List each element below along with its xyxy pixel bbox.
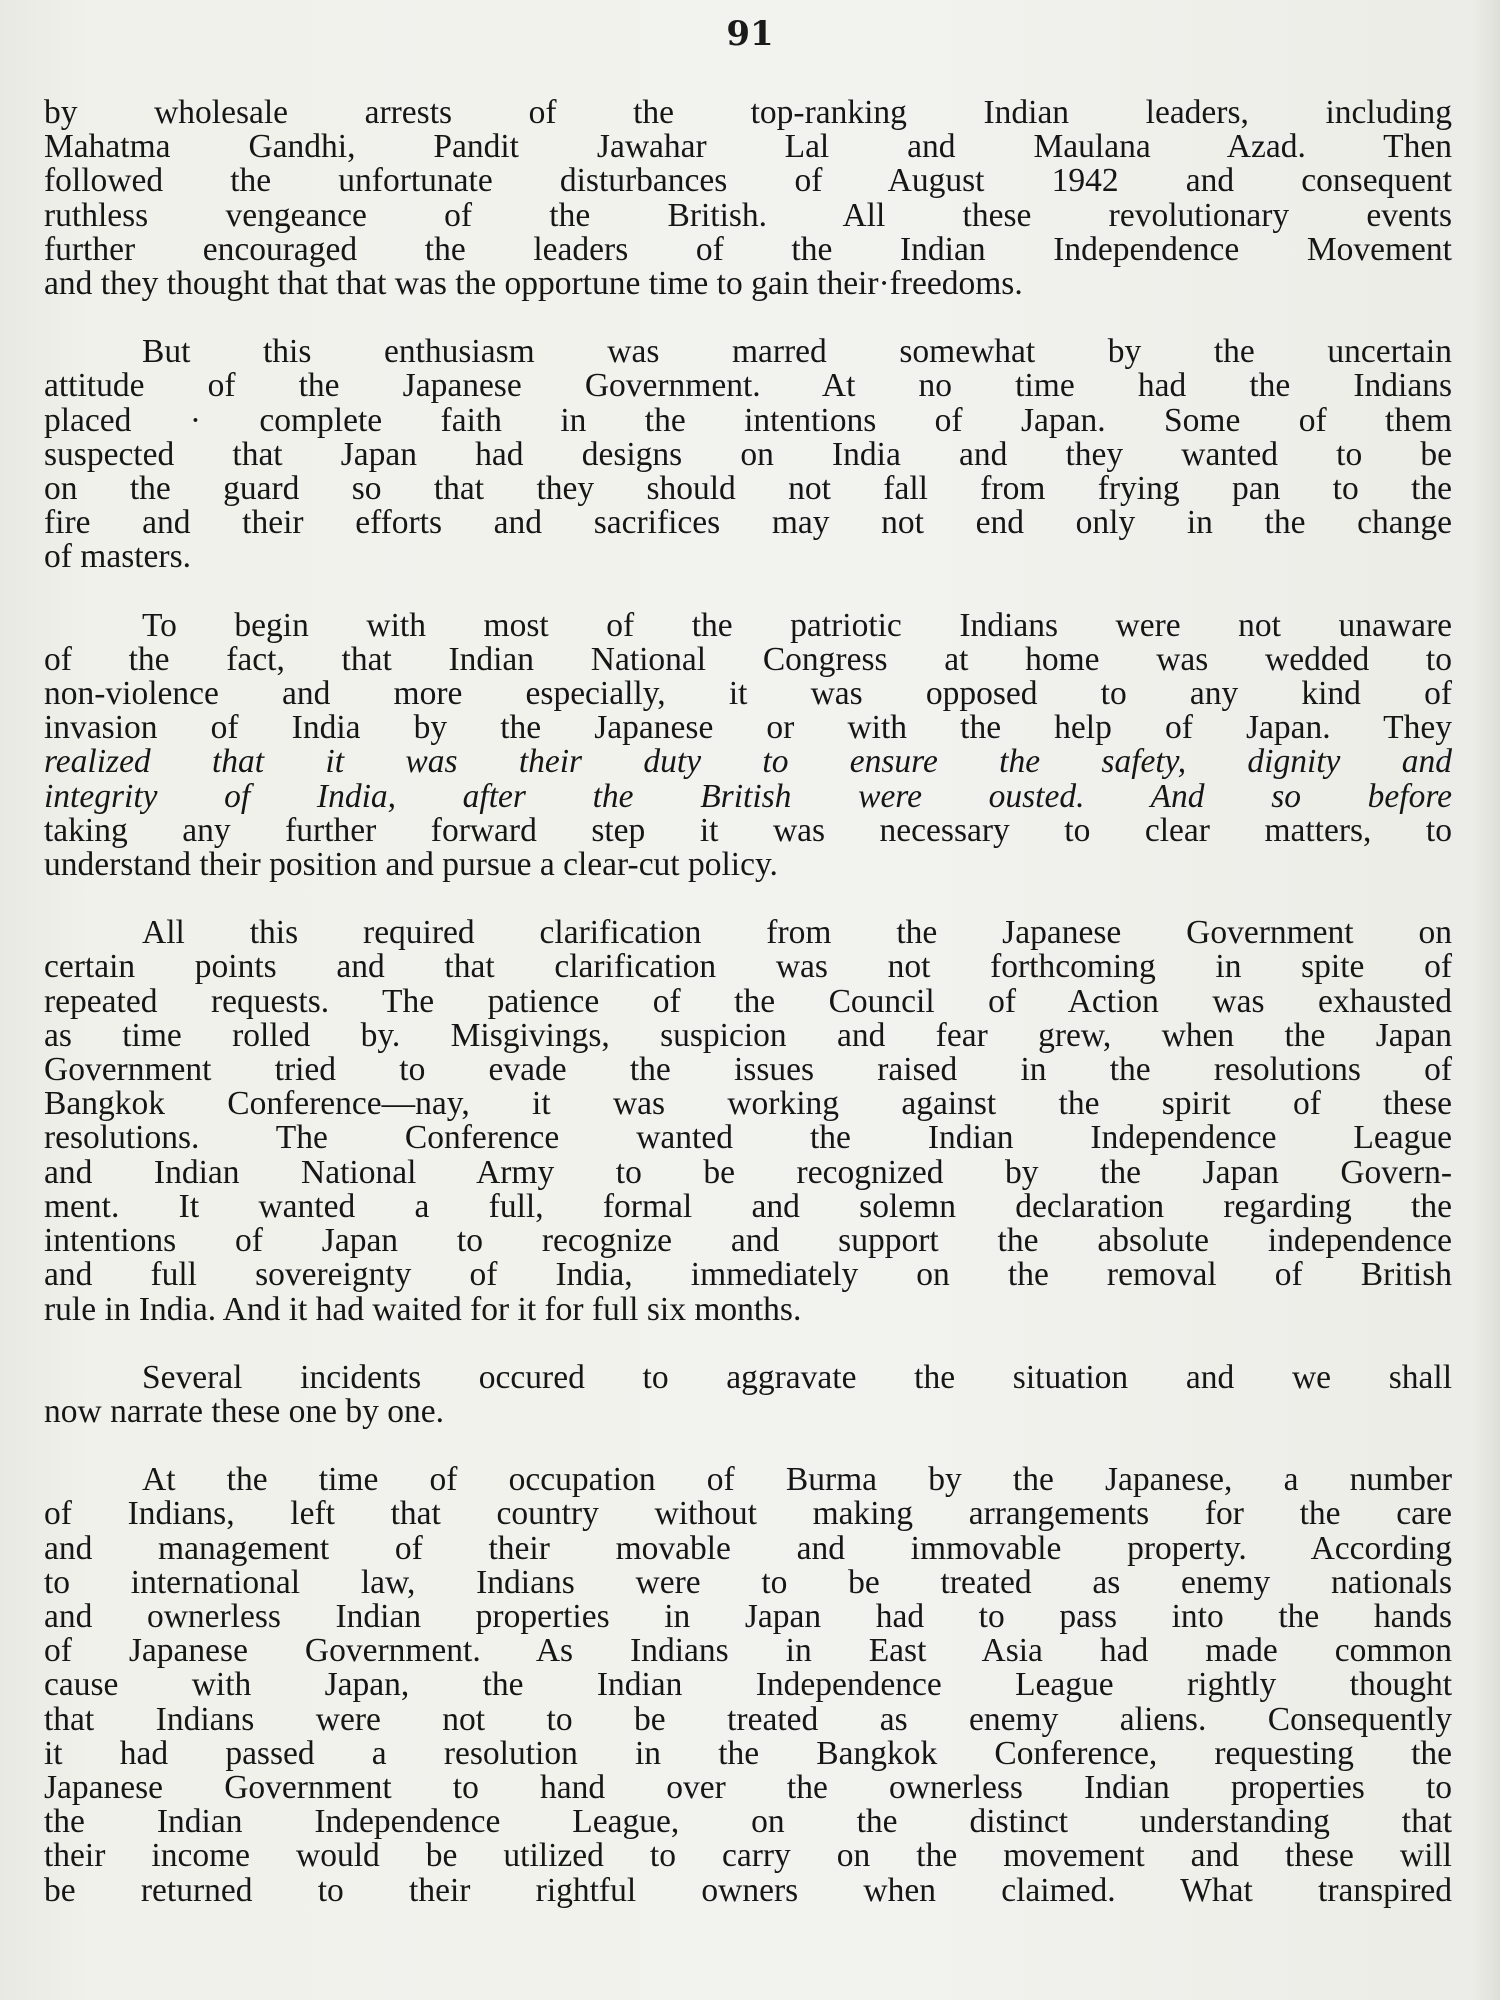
- text-line: of Indians, left that country without making arrangements for the care: [44, 1497, 1452, 1532]
- text-line: of masters.: [44, 540, 191, 575]
- text-line: resolutions. The Conference wanted the Indian Independence League: [44, 1121, 1452, 1156]
- text-line: Japanese Government to hand over the ownerless Indian properties to: [44, 1770, 1452, 1806]
- paragraph-4: [44, 916, 1452, 1326]
- text-line: integrity of India, after the British were ousted. And so before: [44, 779, 1452, 814]
- text-line: realized that it was their duty to ensure the safety, dignity and: [44, 745, 1452, 780]
- text-line: non-violence and more especially, it was opposed to any kind of: [44, 677, 1452, 712]
- text-line: followed the unfortunate disturbances of August 1942 and consequent: [44, 164, 1452, 199]
- text-line: To begin with most of the patriotic Indians were not unaware: [142, 608, 1452, 643]
- text-line: taking any further forward step it was necessary to clear matters, to: [44, 813, 1452, 849]
- text-line: fire and their efforts and sacrifices may not end only in the change: [44, 506, 1452, 541]
- text-line: Mahatma Gandhi, Pandit Jawahar Lal and Maulana Azad. Then: [44, 130, 1452, 165]
- text-line: and Indian National Army to be recognized by the Japan Govern-: [44, 1155, 1452, 1190]
- text-line: ment. It wanted a full, formal and solemn declaration regarding the: [44, 1189, 1452, 1225]
- page-edge-shadow: [1474, 0, 1500, 2000]
- text-line: cause with Japan, the Indian Independence League rightly thought: [44, 1668, 1452, 1703]
- text-line: Bangkok Conference—nay, it was working against the spirit of these: [44, 1087, 1452, 1122]
- text-line: be returned to their rightful owners when claimed. What transpired: [44, 1873, 1452, 1908]
- text-line: Government tried to evade the issues raised in the resolutions of: [44, 1053, 1452, 1088]
- page-number: 91: [726, 14, 774, 54]
- text-line: the Indian Independence League, on the distinct understanding that: [44, 1805, 1452, 1840]
- paragraph-1: [44, 96, 1452, 301]
- text-line: attitude of the Japanese Government. At no time had the Indians: [44, 369, 1452, 404]
- text-line: of Japanese Government. As Indians in East Asia had made common: [44, 1634, 1452, 1669]
- text-line: intentions of Japan to recognize and support the absolute independence: [44, 1224, 1452, 1259]
- paragraph-6: [44, 1463, 1452, 1908]
- text-line: and management of their movable and immovable property. According: [44, 1531, 1452, 1566]
- text-line: it had passed a resolution in the Bangkok Conference, requesting the: [44, 1736, 1452, 1771]
- text-line: But this enthusiasm was marred somewhat by the uncertain: [142, 335, 1452, 370]
- paragraph-5: [44, 1361, 1452, 1429]
- text-line: suspected that Japan had designs on India and they wanted to be: [44, 437, 1452, 473]
- paragraph-3: [44, 609, 1452, 883]
- text-line: understand their position and pursue a clear-cut policy.: [44, 848, 778, 883]
- text-line: further encouraged the leaders of the Indian Independence Movement: [44, 232, 1452, 268]
- text-line: and full sovereignty of India, immediately on the removal of British: [44, 1258, 1452, 1293]
- text-line: certain points and that clarification was not forthcoming in spite of: [44, 950, 1452, 985]
- text-line: and they thought that that was the opportune time to gain their·freedoms.: [44, 267, 1023, 302]
- text-line: to international law, Indians were to be treated as enemy nationals: [44, 1565, 1452, 1600]
- body-text: [44, 96, 1452, 1942]
- text-line: by wholesale arrests of the top-ranking Indian leaders, including: [44, 96, 1452, 131]
- text-line: on the guard so that they should not fall from frying pan to the: [44, 472, 1452, 507]
- text-line: Several incidents occured to aggravate the situation and we shall: [142, 1360, 1452, 1395]
- text-line: their income would be utilized to carry on the movement and these will: [44, 1839, 1452, 1874]
- text-line: At the time of occupation of Burma by the Japanese, a number: [142, 1463, 1452, 1498]
- text-line: invasion of India by the Japanese or with the help of Japan. They: [44, 711, 1452, 746]
- paragraph-2: [44, 335, 1452, 574]
- text-line: All this required clarification from the Japanese Government on: [142, 916, 1452, 951]
- text-line: ruthless vengeance of the British. All these revolutionary events: [44, 198, 1452, 233]
- text-line: and ownerless Indian properties in Japan had to pass into the hands: [44, 1599, 1452, 1635]
- text-line: that Indians were not to be treated as enemy aliens. Consequently: [44, 1702, 1452, 1737]
- text-line: now narrate these one by one.: [44, 1394, 444, 1430]
- text-line: placed · complete faith in the intentions of Japan. Some of them: [44, 403, 1452, 438]
- text-line: repeated requests. The patience of the Council of Action was exhausted: [44, 984, 1452, 1019]
- text-line: as time rolled by. Misgivings, suspicion and fear grew, when the Japan: [44, 1018, 1452, 1054]
- text-line: of the fact, that Indian National Congress at home was wedded to: [44, 642, 1452, 678]
- text-line: rule in India. And it had waited for it for full six months.: [44, 1292, 802, 1327]
